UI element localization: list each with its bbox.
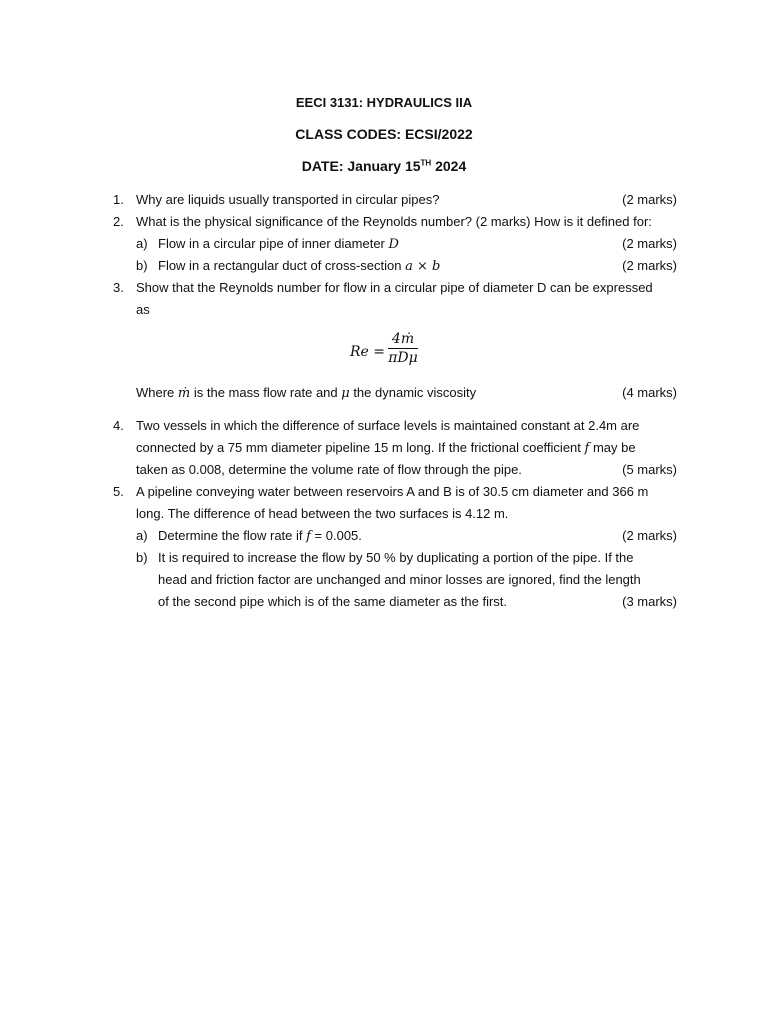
question-4-marks: (5 marks) xyxy=(622,462,677,477)
friction-factor-symbol: f xyxy=(306,529,311,544)
question-5a-text-b: = 0.005. xyxy=(310,528,362,543)
question-5-line-2: long. The difference of head between the two surfaces is 4.12 m. xyxy=(136,506,509,521)
friction-coefficient-symbol: f xyxy=(584,441,590,456)
equation-denominator: πDμ xyxy=(388,350,418,366)
question-5a-marks: (2 marks) xyxy=(622,528,677,543)
question-2a-marks: (2 marks) xyxy=(622,236,677,251)
question-2b-variable: a × b xyxy=(405,259,441,274)
question-3-marks: (4 marks) xyxy=(622,385,677,400)
mass-flow-symbol: ṁ xyxy=(177,386,191,401)
question-1-marks: (2 marks) xyxy=(622,192,677,207)
question-3-where xyxy=(136,385,476,402)
question-5a-label: a) xyxy=(136,528,148,543)
date-suffix: 2024 xyxy=(431,158,467,174)
question-4-line-2a: connected by a 75 mm diameter pipeline 15 m long. If the frictional coefficient xyxy=(136,440,585,455)
question-2b-label: b) xyxy=(136,258,148,273)
date-superscript: TH xyxy=(420,158,432,168)
exam-date xyxy=(0,158,768,174)
question-3-line-1: Show that the Reynolds number for flow in a circular pipe of diameter D can be expressed xyxy=(136,280,653,295)
question-5a xyxy=(136,528,362,544)
equation-fraction xyxy=(388,330,418,367)
question-5-number: 5. xyxy=(113,484,124,499)
question-5b-line-3: of the second pipe which is of the same diameter as the first. xyxy=(158,594,508,609)
question-1-text: Why are liquids usually transported in circular pipes? xyxy=(136,192,440,207)
where-text-b: is the mass flow rate and xyxy=(190,385,342,400)
date-prefix: DATE: January 15 xyxy=(301,158,421,174)
question-5b-line-1: It is required to increase the flow by 50 % by duplicating a portion of the pipe. If the xyxy=(158,550,634,565)
question-4-line-3: taken as 0.008, determine the volume rate of flow through the pipe. xyxy=(136,462,522,477)
question-2-text: What is the physical significance of the Reynolds number? (2 marks) How is it defined for: xyxy=(136,214,652,229)
where-text-a: Where xyxy=(136,385,178,400)
question-4-number: 4. xyxy=(113,418,124,433)
question-4-line-2 xyxy=(136,440,636,457)
question-2a-label: a) xyxy=(136,236,148,251)
question-5a-text-wrap xyxy=(158,528,362,545)
equation-numerator: 4ṁ xyxy=(391,331,415,347)
question-2a-text: Flow in a circular pipe of inner diameter xyxy=(158,236,389,251)
question-5b xyxy=(136,550,634,566)
question-2b-text-wrap xyxy=(158,258,440,275)
question-4-line-2b: may be xyxy=(589,440,636,455)
question-5b-label: b) xyxy=(136,550,148,565)
question-5b-line-2: head and friction factor are unchanged and minor losses are ignored, find the length xyxy=(158,572,641,587)
question-3-line-2: as xyxy=(136,302,150,317)
question-2a xyxy=(136,236,399,252)
question-1-number: 1. xyxy=(113,192,124,207)
question-3-number: 3. xyxy=(113,280,124,295)
course-title: EECI 3131: HYDRAULICS IIA xyxy=(295,95,473,110)
equation-lhs: Re = xyxy=(350,344,386,360)
question-4-line-1: Two vessels in which the difference of surface levels is maintained constant at 2.4m are xyxy=(136,418,640,433)
question-2b-text: Flow in a rectangular duct of cross-section xyxy=(158,258,406,273)
viscosity-symbol: μ xyxy=(341,386,350,401)
question-5a-text-a: Determine the flow rate if xyxy=(158,528,307,543)
class-codes: CLASS CODES: ECSI/2022 xyxy=(295,126,473,142)
question-5-line-1: A pipeline conveying water between reservoirs A and B is of 30.5 cm diameter and 366 m xyxy=(136,484,649,499)
question-2a-variable: D xyxy=(388,237,399,252)
question-5b-marks: (3 marks) xyxy=(622,594,677,609)
where-text-c: the dynamic viscosity xyxy=(349,385,477,400)
question-2-number: 2. xyxy=(113,214,124,229)
question-2b-marks: (2 marks) xyxy=(622,258,677,273)
question-2b xyxy=(136,258,441,274)
question-2a-text-wrap xyxy=(158,236,399,253)
